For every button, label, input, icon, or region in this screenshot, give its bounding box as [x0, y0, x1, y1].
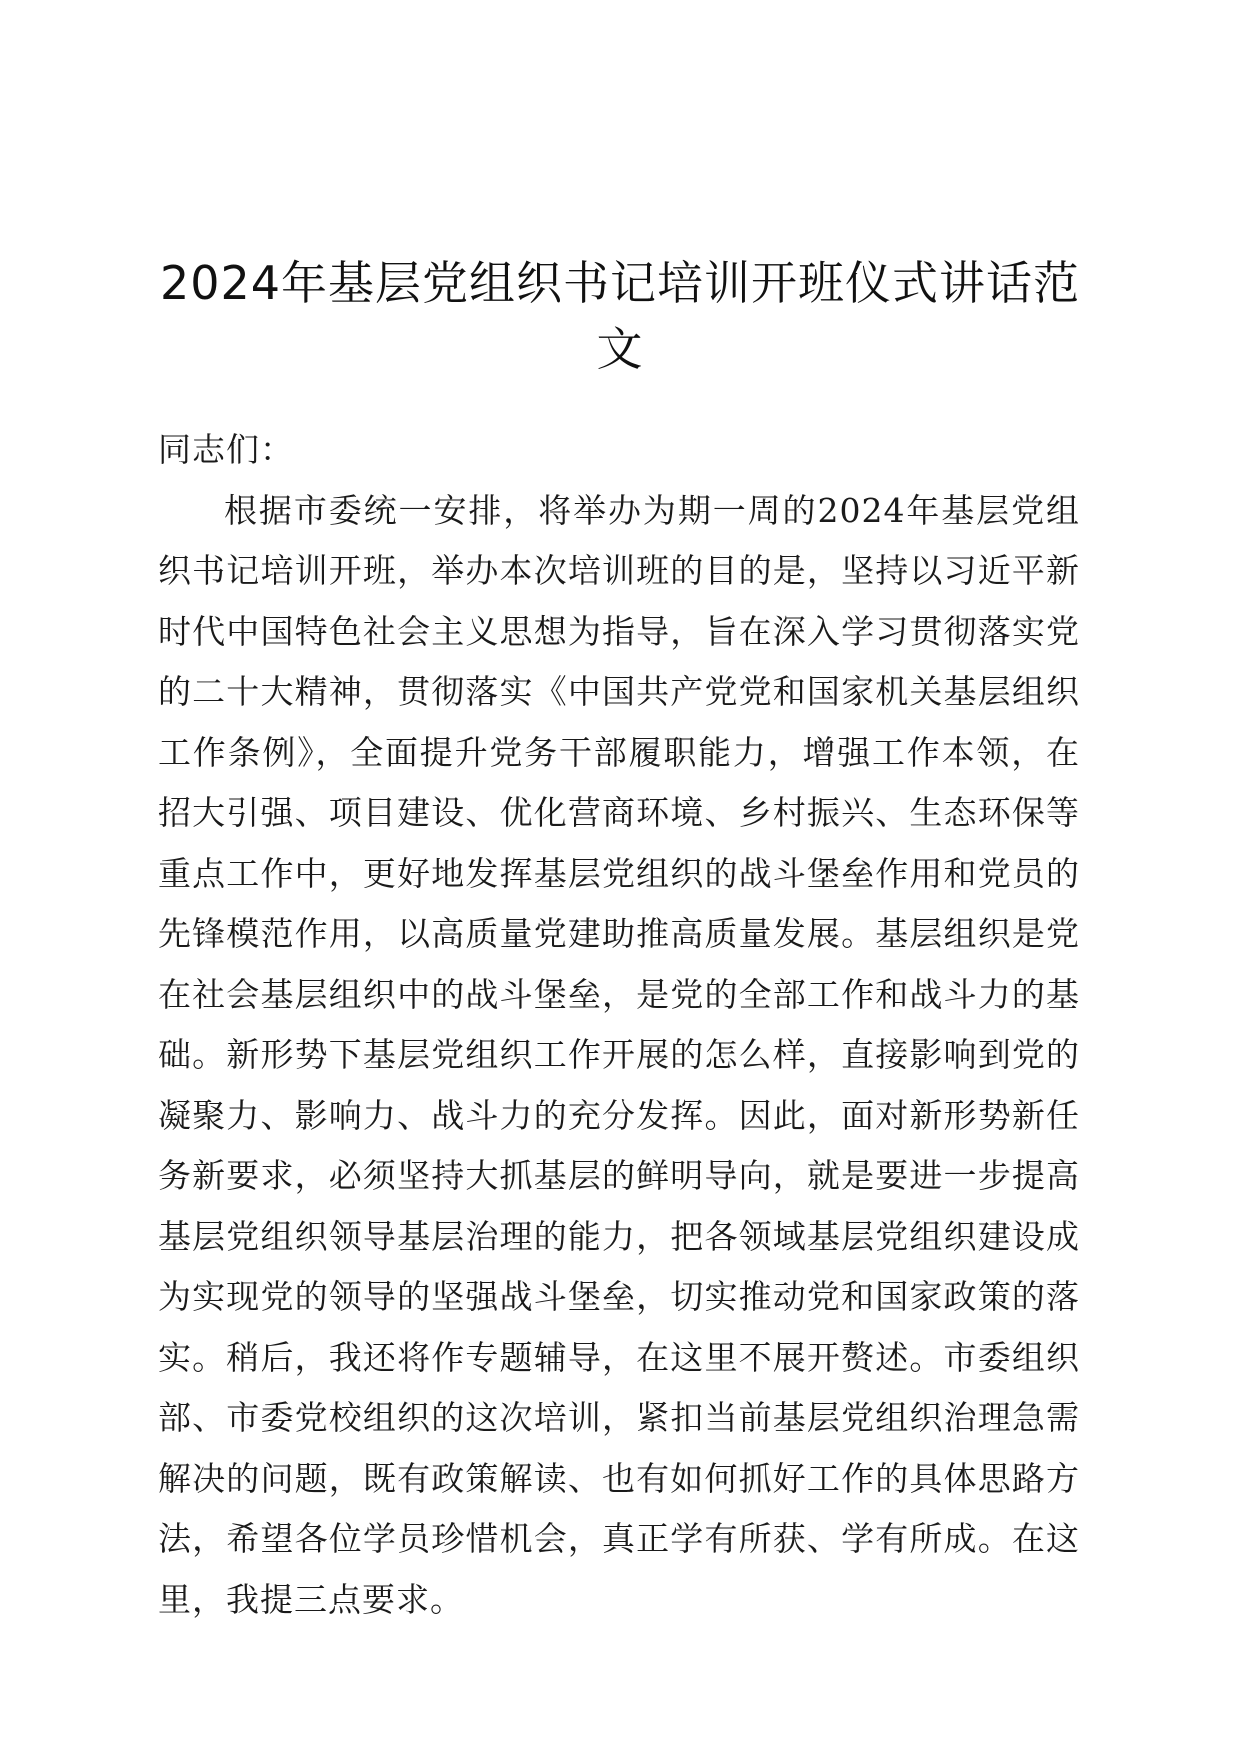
document-body — [158, 420, 1080, 1630]
document-title: 2024年基层党组织书记培训开班仪式讲话范文 — [159, 256, 1081, 376]
body-paragraph: 根据市委统一安排，将举办为期一周的2024年基层党组织书记培训开班，举办本次培训班的目的是，坚持以习近平新时代中国特色社会主义思想为指导，旨在深入学习贯彻落实党的二十大精神，贯彻落实《中国共产党党和国家机关基层组织工作条例》，全面提升党务干部履职能力，增强工作本领，在招大引强、项目建设、优化营商环境、乡村振兴、生态环保等重点工作中，更好地发挥基层党组织的战斗堡垒作用和党员的先锋模范作用，以高质量党建助推高质量发展。基层组织是党在社会基层组织中的战斗堡垒，是党的全部工作和战斗力的基础。新形势下基层党组织工作开展的怎么样，直接影响到党的凝聚力、影响力、战斗力的充分发挥。因此，面对新形势新任务新要求，必须坚持大抓基层的鲜明导向，就是要进一步提高基层党组织领导基层治理的能力，把各领域基层党组织建设成为实现党的领导的坚强战斗堡垒，切实推动党和国家政策的落实。稍后，我还将作专题辅导，在这里不展开赘述。市委组织部、市委党校组织的这次培训，紧扣当前基层党组织治理急需解决的问题，既有政策解读、也有如何抓好工作的具体思路方法，希望各位学员珍惜机会，真正学有所获、学有所成。在这里，我提三点要求。 — [158, 490, 1080, 1619]
salutation: 同志们： — [158, 430, 294, 469]
